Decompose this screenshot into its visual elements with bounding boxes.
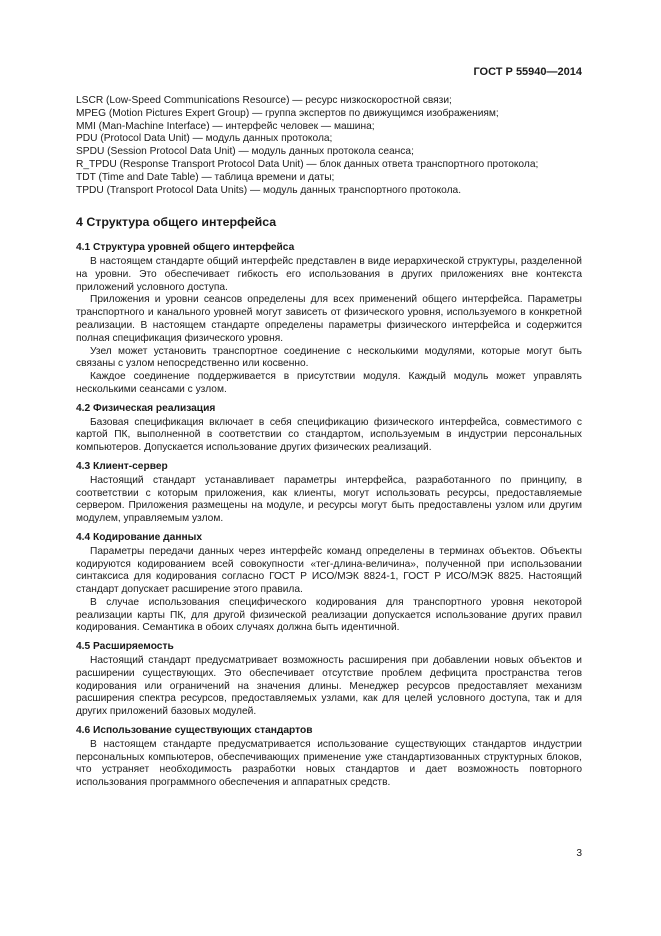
abbreviation-list <box>76 95 582 197</box>
subsection-4-3 <box>76 461 582 526</box>
subsection-4-2 <box>76 403 582 455</box>
subsection-title: 4.2 Физическая реализация <box>76 402 216 414</box>
subsection-title: 4.4 Кодирование данных <box>76 531 202 543</box>
abbreviation-item: MMI (Man-Machine Interface) — интерфейс человек — машина; <box>76 120 375 132</box>
paragraph: Настоящий стандарт предусматривает возможность расширения при добавлении новых объектов и расширении существующих. Это обеспечивает отсутствие проблем дефицита пространства тегов кодирования или ограничений на значения длины. Менеджер ресурсов предоставляет механизм расширения спектра ресурсов, предоставляемых узлами, как для целей условного доступа, так и для других приложений базовых модулей. <box>76 655 582 718</box>
paragraph: Каждое соединение поддерживается в присутствии модуля. Каждый модуль может управлять несколькими сеансами с узлом. <box>76 371 582 395</box>
abbreviation-item: SPDU (Session Protocol Data Unit) — модуль данных протокола сеанса; <box>76 146 414 158</box>
paragraph: Базовая спецификация включает в себя спецификацию физического интерфейса, совместимого с картой ПК, выполненной в соответствии со стандартом, используемым в индустрии персональных компьютеров. Допускается использование других физических реализаций. <box>76 416 582 454</box>
paragraph: В настоящем стандарте предусматривается использование существующих стандартов индустрии персональных компьютеров, обеспечивающих применение уже стандартизованных структурных блоков, что устраняет необходимость разработки новых стандартов и дает возможность повторного использования программного обеспечения и аппаратных средств. <box>76 738 582 789</box>
subsection-title: 4.3 Клиент-сервер <box>76 460 168 472</box>
subsection-4-4 <box>76 532 582 635</box>
subsection-title: 4.5 Расширяемость <box>76 641 174 653</box>
subsection-title: 4.6 Использование существующих стандартов <box>76 725 313 737</box>
subsection-title: 4.1 Структура уровней общего интерфейса <box>76 242 295 254</box>
subsection-4-6 <box>76 725 582 790</box>
abbreviation-item: TDT (Time and Date Table) — таблица времени и даты; <box>76 171 335 183</box>
page-number: 3 <box>576 848 582 859</box>
paragraph: Приложения и уровни сеансов определены для всех применений общего интерфейса. Параметры транспортного и канального уровней могут зависеть от физического уровня, используемого в конкретной реализации. В настоящем стандарте определены параметры физического интерфейса и содержится полная спецификация физического уровня. <box>76 294 582 344</box>
abbreviation-item: PDU (Protocol Data Unit) — модуль данных протокола; <box>76 133 333 145</box>
abbreviation-item: R_TPDU (Response Transport Protocol Data Unit) — блок данных ответа транспортного протокола; <box>76 158 539 170</box>
subsection-4-1 <box>76 242 582 397</box>
paragraph: Настоящий стандарт устанавливает параметры интерфейса, разработанного по принципу, в соответствии с которым приложения, как клиенты, могут использовать ресурсы, предоставляемые сервером. Приложения размещены на модуле, и ресурсы могут быть предоставлены узлом или другим модулем, управляемым узлом. <box>76 474 582 525</box>
paragraph: Узел может установить транспортное соединение с несколькими модулями, которые могут быть связаны с узлом непосредственно или косвенно. <box>76 345 582 370</box>
paragraph: В настоящем стандарте общий интерфейс представлен в виде иерархической структуры, разделенной на уровни. Это обеспечивает гибкость его использования в других приложениях вне контекста приложений условного доступа. <box>76 255 582 293</box>
paragraph: В случае использования специфического кодирования для транспортного уровня некоторой реализации карты ПК, для другой физической реализации допускается использование других правил кодирования. Семантика в обоих случаях должна быть идентичной. <box>76 596 582 634</box>
abbreviation-item: LSCR (Low-Speed Communications Resource) — ресурс низкоскоростной связи; <box>76 95 452 106</box>
document-header: ГОСТ Р 55940—2014 <box>473 66 582 78</box>
subsection-4-5 <box>76 641 582 719</box>
abbreviation-item: TPDU (Transport Protocol Data Units) — модуль данных транспортного протокола. <box>76 184 462 196</box>
paragraph: Параметры передачи данных через интерфейс команд определены в терминах объектов. Объекты кодируются кодированием всей совокупности «тег-длина-величина», полученной при использовании синтаксиса для кодирования согласно ГОСТ Р ИСО/МЭК 8824-1, ГОСТ Р ИСО/МЭК 8825. Настоящий стандарт допускает расширение этого правила. <box>76 545 582 596</box>
abbreviation-item: MPEG (Motion Pictures Expert Group) — группа экспертов по движущимся изображениям; <box>76 107 499 119</box>
section-title: 4 Структура общего интерфейса <box>76 215 277 230</box>
page-content <box>76 95 582 790</box>
